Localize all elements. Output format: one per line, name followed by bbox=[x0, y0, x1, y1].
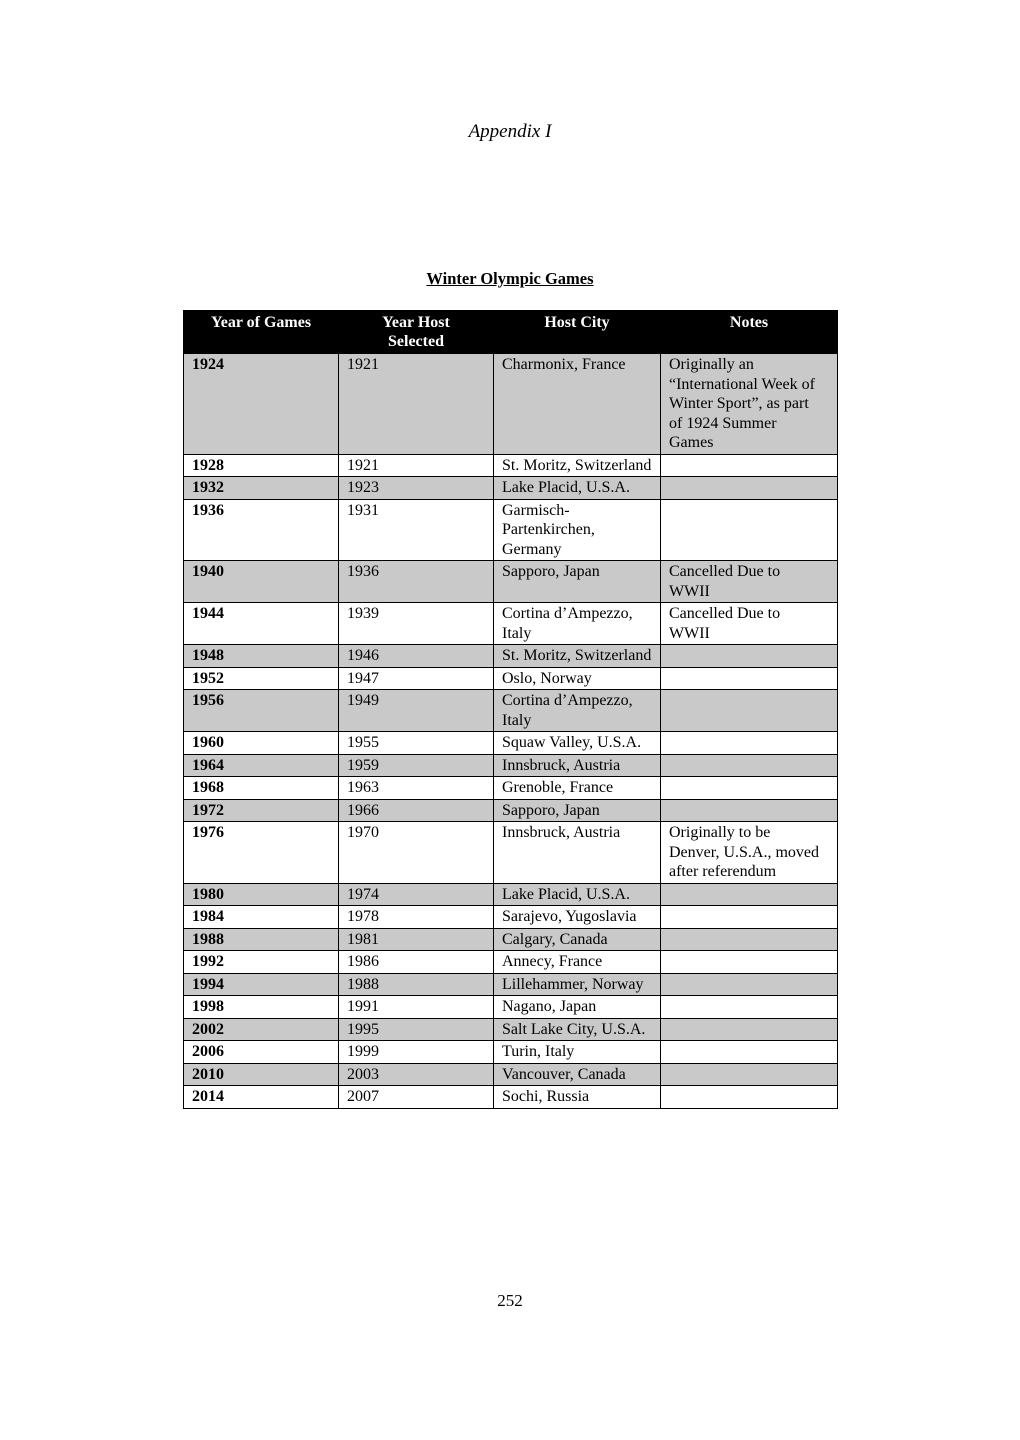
notes-cell bbox=[661, 667, 838, 690]
year-host-selected-cell: 1946 bbox=[339, 645, 494, 668]
host-city-cell: Vancouver, Canada bbox=[494, 1063, 661, 1086]
year-cell: 1932 bbox=[184, 477, 339, 500]
table-row bbox=[184, 561, 838, 603]
year-cell: 1936 bbox=[184, 499, 339, 561]
host-city-cell: Innsbruck, Austria bbox=[494, 822, 661, 884]
table-row bbox=[184, 928, 838, 951]
year-host-selected-cell: 1970 bbox=[339, 822, 494, 884]
year-host-selected-cell: 1986 bbox=[339, 951, 494, 974]
table-row bbox=[184, 906, 838, 929]
host-city-cell: Charmonix, France bbox=[494, 354, 661, 455]
host-city-cell: St. Moritz, Switzerland bbox=[494, 645, 661, 668]
table-row bbox=[184, 667, 838, 690]
header-host-city: Host City bbox=[494, 311, 661, 354]
notes-cell bbox=[661, 906, 838, 929]
table-row bbox=[184, 754, 838, 777]
year-cell: 1972 bbox=[184, 799, 339, 822]
year-host-selected-cell: 1923 bbox=[339, 477, 494, 500]
notes-cell bbox=[661, 645, 838, 668]
year-host-selected-cell: 1966 bbox=[339, 799, 494, 822]
winter-olympics-table bbox=[183, 310, 838, 1109]
year-host-selected-cell: 1931 bbox=[339, 499, 494, 561]
year-host-selected-cell: 1939 bbox=[339, 603, 494, 645]
table-row bbox=[184, 477, 838, 500]
host-city-cell: Calgary, Canada bbox=[494, 928, 661, 951]
year-host-selected-cell: 1959 bbox=[339, 754, 494, 777]
notes-cell bbox=[661, 499, 838, 561]
host-city-cell: Sochi, Russia bbox=[494, 1086, 661, 1109]
host-city-cell: Lillehammer, Norway bbox=[494, 973, 661, 996]
host-city-cell: Cortina d’Ampezzo, Italy bbox=[494, 690, 661, 732]
table-row bbox=[184, 1018, 838, 1041]
notes-cell bbox=[661, 1063, 838, 1086]
year-cell: 2014 bbox=[184, 1086, 339, 1109]
year-host-selected-cell: 1995 bbox=[339, 1018, 494, 1041]
notes-cell bbox=[661, 1018, 838, 1041]
table-row bbox=[184, 1086, 838, 1109]
notes-cell bbox=[661, 951, 838, 974]
year-cell: 1952 bbox=[184, 667, 339, 690]
year-host-selected-cell: 1978 bbox=[339, 906, 494, 929]
year-cell: 1940 bbox=[184, 561, 339, 603]
table-row bbox=[184, 951, 838, 974]
host-city-cell: Lake Placid, U.S.A. bbox=[494, 883, 661, 906]
table-body bbox=[184, 354, 838, 1109]
notes-cell bbox=[661, 690, 838, 732]
year-cell: 1944 bbox=[184, 603, 339, 645]
host-city-cell: Garmisch-Partenkirchen, Germany bbox=[494, 499, 661, 561]
host-city-cell: Nagano, Japan bbox=[494, 996, 661, 1019]
table-row bbox=[184, 996, 838, 1019]
table-row bbox=[184, 603, 838, 645]
year-host-selected-cell: 1947 bbox=[339, 667, 494, 690]
header-notes: Notes bbox=[661, 311, 838, 354]
year-host-selected-cell: 1936 bbox=[339, 561, 494, 603]
year-cell: 2010 bbox=[184, 1063, 339, 1086]
year-cell: 2002 bbox=[184, 1018, 339, 1041]
year-cell: 1928 bbox=[184, 454, 339, 477]
notes-cell bbox=[661, 777, 838, 800]
host-city-cell: Oslo, Norway bbox=[494, 667, 661, 690]
notes-cell bbox=[661, 754, 838, 777]
year-cell: 1988 bbox=[184, 928, 339, 951]
notes-cell bbox=[661, 1086, 838, 1109]
notes-cell bbox=[661, 1041, 838, 1064]
table-header-row bbox=[184, 311, 838, 354]
table-row bbox=[184, 1063, 838, 1086]
year-cell: 1948 bbox=[184, 645, 339, 668]
host-city-cell: Sapporo, Japan bbox=[494, 561, 661, 603]
table-row bbox=[184, 973, 838, 996]
notes-cell bbox=[661, 799, 838, 822]
year-host-selected-cell: 1988 bbox=[339, 973, 494, 996]
host-city-cell: Grenoble, France bbox=[494, 777, 661, 800]
year-host-selected-cell: 1949 bbox=[339, 690, 494, 732]
year-cell: 1998 bbox=[184, 996, 339, 1019]
table-row bbox=[184, 690, 838, 732]
host-city-cell: Cortina d’Ampezzo, Italy bbox=[494, 603, 661, 645]
table-row bbox=[184, 454, 838, 477]
notes-cell: Originally an “International Week of Winter Sport”, as part of 1924 Summer Games bbox=[661, 354, 838, 455]
year-cell: 1964 bbox=[184, 754, 339, 777]
notes-cell bbox=[661, 928, 838, 951]
year-cell: 1980 bbox=[184, 883, 339, 906]
host-city-cell: St. Moritz, Switzerland bbox=[494, 454, 661, 477]
host-city-cell: Salt Lake City, U.S.A. bbox=[494, 1018, 661, 1041]
table-row bbox=[184, 799, 838, 822]
appendix-title: Appendix I bbox=[468, 121, 552, 142]
year-host-selected-cell: 2003 bbox=[339, 1063, 494, 1086]
table-row bbox=[184, 732, 838, 755]
notes-cell bbox=[661, 732, 838, 755]
year-host-selected-cell: 1974 bbox=[339, 883, 494, 906]
year-cell: 1956 bbox=[184, 690, 339, 732]
notes-cell bbox=[661, 477, 838, 500]
host-city-cell: Annecy, France bbox=[494, 951, 661, 974]
table-title: Winter Olympic Games bbox=[426, 269, 594, 288]
year-cell: 1976 bbox=[184, 822, 339, 884]
header-year-host-selected: Year Host Selected bbox=[339, 311, 494, 354]
year-host-selected-cell: 1955 bbox=[339, 732, 494, 755]
table-row bbox=[184, 354, 838, 455]
notes-cell bbox=[661, 996, 838, 1019]
table-row bbox=[184, 499, 838, 561]
notes-cell: Originally to be Denver, U.S.A., moved after referendum bbox=[661, 822, 838, 884]
host-city-cell: Squaw Valley, U.S.A. bbox=[494, 732, 661, 755]
host-city-cell: Innsbruck, Austria bbox=[494, 754, 661, 777]
year-host-selected-cell: 1991 bbox=[339, 996, 494, 1019]
year-host-selected-cell: 1921 bbox=[339, 354, 494, 455]
year-host-selected-cell: 1921 bbox=[339, 454, 494, 477]
table-row bbox=[184, 1041, 838, 1064]
year-cell: 1992 bbox=[184, 951, 339, 974]
year-cell: 1984 bbox=[184, 906, 339, 929]
header-year-of-games: Year of Games bbox=[184, 311, 339, 354]
year-cell: 1960 bbox=[184, 732, 339, 755]
host-city-cell: Sapporo, Japan bbox=[494, 799, 661, 822]
notes-cell: Cancelled Due to WWII bbox=[661, 561, 838, 603]
host-city-cell: Lake Placid, U.S.A. bbox=[494, 477, 661, 500]
year-cell: 1994 bbox=[184, 973, 339, 996]
table-row bbox=[184, 777, 838, 800]
year-host-selected-cell: 2007 bbox=[339, 1086, 494, 1109]
table-row bbox=[184, 645, 838, 668]
year-cell: 1968 bbox=[184, 777, 339, 800]
year-host-selected-cell: 1999 bbox=[339, 1041, 494, 1064]
page-number: 252 bbox=[497, 1291, 523, 1310]
year-cell: 1924 bbox=[184, 354, 339, 455]
host-city-cell: Sarajevo, Yugoslavia bbox=[494, 906, 661, 929]
notes-cell bbox=[661, 454, 838, 477]
year-host-selected-cell: 1981 bbox=[339, 928, 494, 951]
year-host-selected-cell: 1963 bbox=[339, 777, 494, 800]
notes-cell bbox=[661, 883, 838, 906]
year-cell: 2006 bbox=[184, 1041, 339, 1064]
notes-cell bbox=[661, 973, 838, 996]
notes-cell: Cancelled Due to WWII bbox=[661, 603, 838, 645]
host-city-cell: Turin, Italy bbox=[494, 1041, 661, 1064]
table-row bbox=[184, 822, 838, 884]
table-row bbox=[184, 883, 838, 906]
